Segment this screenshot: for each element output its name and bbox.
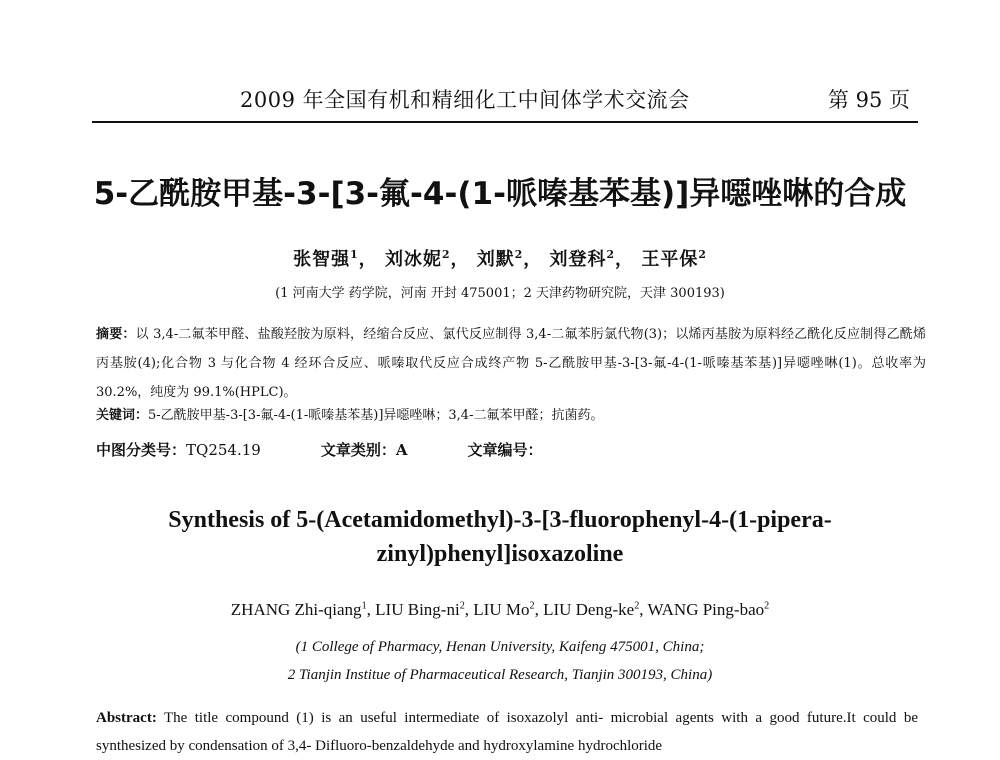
classification-line [96, 439, 542, 460]
chinese-title: 5-乙酰胺甲基-3-[3-氟-4-(1-哌嗪基苯基)]异噁唑啉的合成 [93, 176, 907, 212]
english-affiliation-line1: (1 College of Pharmacy, Henan University, Kaifeng 475001, China; [295, 639, 705, 655]
author-affil-mark: 2 [764, 600, 770, 612]
abstract-label: Abstract: [96, 710, 157, 726]
english-title-line2: zinyl)phenyl]isoxazoline [376, 541, 624, 567]
author-affil-mark: 2 [514, 248, 524, 261]
english-author-list: ZHANG Zhi-qiang$^1$, LIU Bing-$ni^2$, LIU Mo$^2$, LIU Deng-$ke^2$, WANG Ping-bao$^2$ [230, 600, 770, 619]
author-affil-mark: 2 [698, 248, 707, 261]
author-affil-mark: 2 [634, 600, 640, 612]
english-title [0, 503, 1000, 571]
chinese-author-list: 张智强$^1$， 刘冰妮$^2$， 刘默$^2$， 刘登科$^2$， 王平保$^2$ [293, 248, 707, 270]
author-affil-mark: 2 [606, 248, 616, 261]
article-id-label: 文章编号： [467, 441, 543, 459]
author-name: ZHANG Zhi-qiang [230, 600, 362, 619]
abstract-text: The title compound (1) is an useful intermediate of isoxazolyl anti- microbial agents with a good future.It could be synthesized by condensation of 3,4- Difluoro-benzaldehyde and hydroxylamine hydrochloride [96, 710, 918, 754]
english-affiliation-line2: 2 Tianjin Institue of Pharmaceutical Research, Tianjin 300193, China) [287, 667, 713, 683]
author-name: 刘冰妮 [384, 249, 442, 270]
author-affil-mark: 1 [350, 248, 359, 261]
author-name: WANG Ping-bao [647, 600, 765, 619]
author-affil-mark: 1 [361, 600, 367, 612]
journal-header-title: 2009 年全国有机和精细化工中间体学术交流会 [240, 88, 690, 112]
header-divider [92, 121, 918, 123]
chinese-abstract [96, 320, 926, 407]
classification-value: TQ254.19 [186, 441, 261, 459]
author-name: 王平保 [641, 249, 699, 270]
english-title-line1: Synthesis of 5-(Acetamidomethyl)-3-[3-fluorophenyl-4-(1-pipera- [168, 507, 832, 533]
author-affil-mark: 2 [459, 600, 465, 612]
author-name: 刘登科 [549, 249, 607, 270]
keywords-label: 关键词： [96, 408, 149, 423]
classification-label: 中图分类号： [96, 441, 187, 459]
author-affil-mark: 2 [441, 248, 451, 261]
author-name: LIU Mo [473, 600, 530, 619]
author-name: 刘默 [476, 249, 515, 270]
author-name: 张智强 [293, 249, 351, 270]
page-number: 第 95 页 [827, 88, 910, 112]
chinese-keywords [96, 404, 603, 423]
article-type-label: 文章类别： [320, 441, 396, 459]
abstract-text: 以 3,4-二氟苯甲醛、盐酸羟胺为原料，经缩合反应、氯代反应制得 3,4-二氟苯肟氯代物(3)；以烯丙基胺为原料经乙酰化反应制得乙酰烯丙基胺(4);化合物 3 与化合物 4 经环合反应、哌嗪取代反应合成终产物 5-乙酰胺甲基-3-[3-氟-4-(1-哌嗪基苯基)]异噁唑啉(1)。总收率为 30.2%，纯度为 99.1%(HPLC)。 [96, 327, 926, 400]
article-type-value: A [395, 441, 408, 459]
english-affiliation [0, 633, 1000, 689]
english-abstract [96, 704, 918, 760]
chinese-affiliation: (1 河南大学 药学院，河南 开封 475001；2 天津药物研究院，天津 300193) [275, 286, 725, 301]
abstract-label: 摘要： [96, 327, 136, 342]
author-name: LIU Bing-ni [375, 600, 460, 619]
keywords-text: 5-乙酰胺甲基-3-[3-氟-4-(1-哌嗪基苯基)]异噁唑啉；3,4-二氟苯甲醛；抗菌药。 [148, 408, 604, 423]
author-affil-mark: 2 [529, 600, 535, 612]
author-name: LIU Deng-ke [543, 600, 635, 619]
